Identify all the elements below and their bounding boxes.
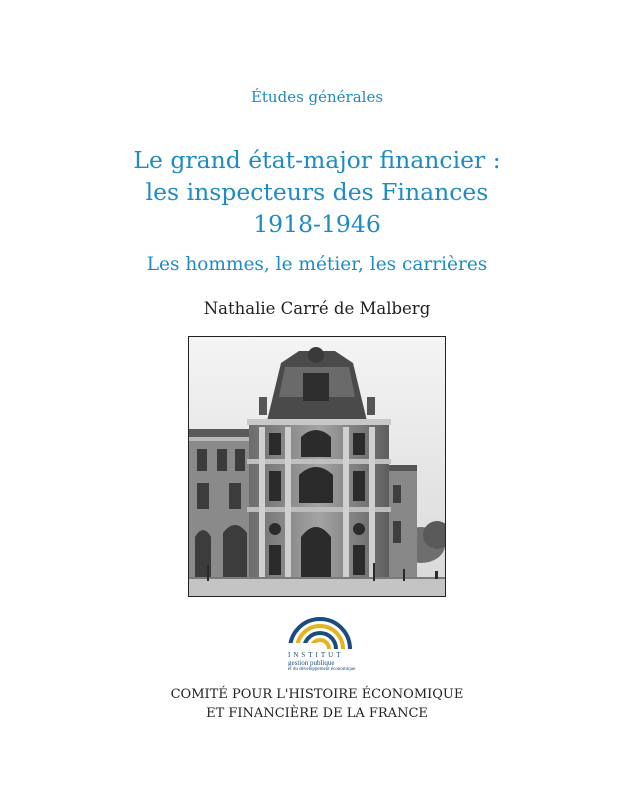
title-line: les inspecteurs des Finances: [145, 178, 489, 206]
institut-arc-emblem-icon: [284, 613, 356, 651]
logo-line: INSTITUT: [288, 651, 344, 659]
louvre-pavilion-illustration: [189, 337, 445, 596]
publisher-name: [0, 685, 634, 723]
author-name: Nathalie Carré de Malberg: [203, 299, 431, 318]
publisher-line: COMITÉ POUR L'HISTOIRE ÉCONOMIQUE: [170, 687, 464, 702]
series-label: Études générales: [250, 88, 384, 106]
book-title: [0, 144, 634, 240]
cover-photo: [188, 336, 446, 597]
book-subtitle: Les hommes, le métier, les carrières: [146, 254, 488, 275]
title-line: Le grand état-major financier :: [133, 146, 501, 174]
publisher-line: ET FINANCIÈRE DE LA FRANCE: [206, 706, 428, 721]
logo-line: gestion publique: [288, 659, 335, 667]
logo-line: et du développement économique: [288, 667, 356, 672]
institut-logo: [284, 613, 356, 683]
title-line: 1918-1946: [253, 210, 381, 238]
logo-text: [288, 651, 358, 673]
